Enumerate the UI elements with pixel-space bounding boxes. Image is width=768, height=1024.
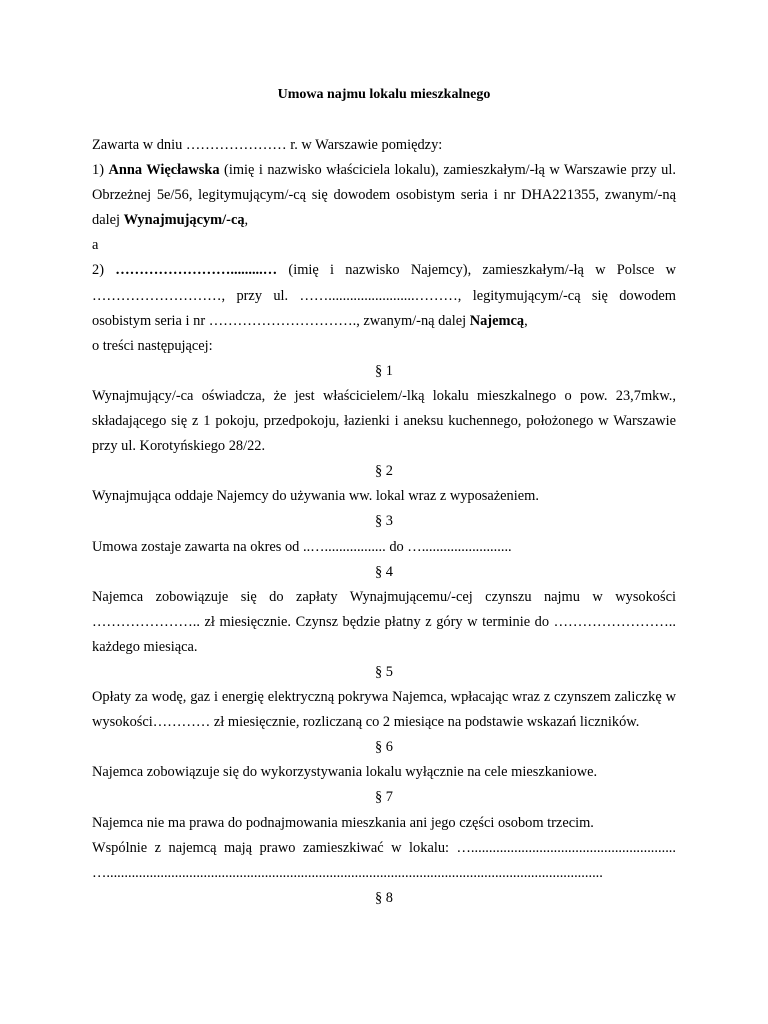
party-1-name: Anna Więcławska (108, 162, 220, 179)
section-heading-7: § 7 (375, 789, 393, 806)
section-heading-6: § 6 (375, 739, 393, 756)
party-2-details: (imię i nazwisko Najemcy), zamieszkałym/-łą w Polsce w ………………………, przy ul. ……........................………, legitymującym/-cą się dowodem osobistym seria i nr …………………………., zwanym/-ną dalej (92, 262, 676, 329)
party-1-suffix: , (244, 212, 249, 229)
document-title: Umowa najmu lokalu mieszkalnego (277, 87, 491, 102)
party-1-prefix: 1) (92, 162, 104, 179)
section-heading-8: § 8 (375, 889, 393, 906)
party-2-role: Najemcą (469, 312, 525, 329)
section-2-paragraph: Wynajmująca oddaje Najemcy do używania ww. lokal wraz z wyposażeniem. (92, 488, 539, 505)
section-7-paragraph-2: Wspólnie z najemcą mają prawo zamieszkiwać w lokalu: …......................................................... ….......................................................................................................................................... (92, 839, 676, 881)
intro-line: Zawarta w dniu ………………… r. w Warszawie pomiędzy: (92, 137, 443, 153)
section-heading-4: § 4 (375, 563, 393, 580)
section-7-paragraph-1: Najemca nie ma prawa do podnajmowania mieszkania ani jego części osobom trzecim. (92, 814, 594, 831)
party-2-suffix: , (524, 312, 528, 329)
section-6-paragraph: Najemca zobowiązuje się do wykorzystywania lokalu wyłącznie na cele mieszkaniowe. (92, 764, 598, 781)
party-2-paragraph (92, 258, 676, 333)
document-body (92, 133, 676, 911)
party-1-role: Wynajmującym/-cą (123, 212, 245, 229)
section-heading-1: § 1 (375, 362, 393, 379)
section-heading-3: § 3 (375, 513, 393, 530)
section-heading-5: § 5 (375, 663, 393, 680)
party-1-paragraph (92, 158, 676, 233)
section-heading-2: § 2 (375, 463, 393, 480)
section-4-paragraph: Najemca zobowiązuje się do zapłaty Wynajmującemu/-cej czynszu najmu w wysokości ………………….. zł miesięcznie. Czynsz będzie płatny z góry w terminie do …………………….. każdego miesiąca. (92, 588, 676, 655)
party-2-name: …………………….........… (115, 262, 278, 279)
party-1-details: (imię i nazwisko właściciela lokalu), zamieszkałym/-łą w Warszawie przy ul. Obrzeżnej 5e/56, legitymującym/-cą się dowodem osobistym seria i nr DHA221355, zwanym/-ną dalej (92, 162, 676, 229)
section-1-paragraph: Wynajmujący/-ca oświadcza, że jest właścicielem/-lką lokalu mieszkalnego o pow. 23,7mkw., składającego się z 1 pokoju, przedpokoju, łazienki i aneksu kuchennego, położonego w Warszawie przy ul. Korotyńskiego 28/22. (92, 387, 676, 455)
party-2-prefix: 2) (92, 262, 104, 279)
conjunction: a (92, 237, 99, 254)
section-3-paragraph: Umowa zostaje zawarta na okres od ..…................. do …......................... (92, 538, 512, 555)
closing-intro: o treści następującej: (92, 337, 213, 354)
section-5-paragraph: Opłaty za wodę, gaz i energię elektryczną pokrywa Najemca, wpłacając wraz z czynszem zaliczkę w wysokości………… zł miesięcznie, rozliczaną co 2 miesiące na podstawie wskazań liczników. (92, 689, 676, 731)
